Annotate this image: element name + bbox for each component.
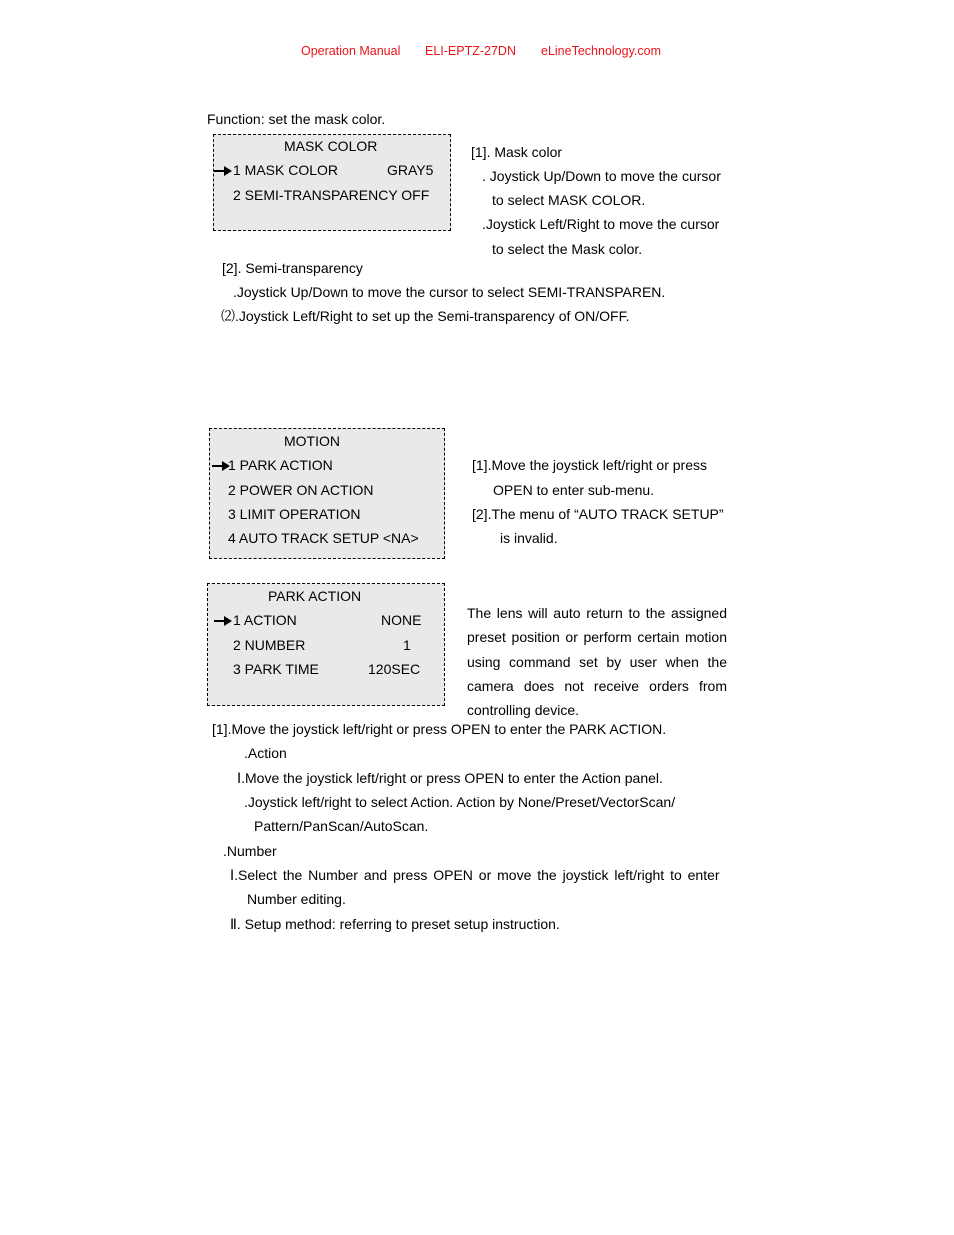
menu-item-number: 2 NUMBER	[233, 637, 306, 653]
park-desc-1: The lens will auto return to the assigned	[467, 605, 727, 621]
menu-item-limit-operation: 3 LIMIT OPERATION	[228, 506, 361, 522]
park-desc-2: preset position or perform certain motion	[467, 629, 727, 645]
park-step-3: Ⅰ.Move the joystick left/right or press OPEN to enter the Action panel.	[237, 770, 663, 786]
mask-note-1: [1]. Mask color	[471, 144, 563, 160]
header-model: ELI-EPTZ-27DN	[425, 44, 516, 58]
menu-item-action: 1 ACTION	[233, 612, 297, 628]
header-manual: Operation Manual	[301, 44, 401, 58]
menu-title: PARK ACTION	[268, 588, 362, 604]
park-step-5: Pattern/PanScan/AutoScan.	[254, 818, 429, 834]
semi-note-1: .Joystick Up/Down to move the cursor to select SEMI-TRANSPAREN.	[233, 284, 666, 300]
park-desc-5: controlling device.	[467, 702, 580, 718]
park-desc-4: camera does not receive orders from	[467, 678, 727, 694]
semi-note-2: ⑵.Joystick Left/Right to set up the Semi-transparency of ON/OFF.	[221, 308, 630, 324]
mask-note-3: to select MASK COLOR.	[492, 192, 646, 208]
park-step-7: Ⅰ.Select the Number and press OPEN or move the joystick left/right to enter	[230, 867, 720, 883]
mask-note-4: .Joystick Left/Right to move the cursor	[482, 216, 720, 232]
menu-item-number-value: 1	[403, 637, 411, 653]
menu-title: MASK COLOR	[284, 138, 378, 154]
park-step-4: .Joystick left/right to select Action. Action by None/Preset/VectorScan/	[244, 794, 676, 810]
menu-item-mask-color: 1 MASK COLOR	[233, 162, 339, 178]
park-desc-3: using command set by user when the	[467, 654, 727, 670]
park-step-9: Ⅱ. Setup method: referring to preset setup instruction.	[230, 916, 560, 932]
mask-color-menu	[213, 134, 451, 231]
motion-note-4: is invalid.	[500, 530, 558, 546]
park-step-1: [1].Move the joystick left/right or press OPEN to enter the PARK ACTION.	[212, 721, 667, 737]
semi-heading: [2]. Semi-transparency	[222, 260, 363, 276]
menu-item-semi-transparency: 2 SEMI-TRANSPARENCY OFF	[233, 187, 430, 203]
mask-note-2: . Joystick Up/Down to move the cursor	[482, 168, 721, 184]
menu-item-mask-color-value: GRAY5	[387, 162, 434, 178]
park-step-6: .Number	[223, 843, 277, 859]
motion-menu	[209, 428, 445, 559]
cursor-arrow-icon	[214, 165, 232, 177]
mask-note-5: to select the Mask color.	[492, 241, 643, 257]
menu-item-park-action: 1 PARK ACTION	[228, 457, 333, 473]
menu-item-action-value: NONE	[381, 612, 422, 628]
menu-item-park-time: 3 PARK TIME	[233, 661, 319, 677]
menu-item-auto-track: 4 AUTO TRACK SETUP <NA>	[228, 530, 419, 546]
motion-note-1: [1].Move the joystick left/right or press	[472, 457, 707, 473]
menu-item-park-time-value: 120SEC	[368, 661, 421, 677]
menu-title: MOTION	[284, 433, 340, 449]
function-text: Function: set the mask color.	[207, 111, 386, 127]
menu-item-power-on-action: 2 POWER ON ACTION	[228, 482, 374, 498]
header-site: eLineTechnology.com	[541, 44, 661, 58]
cursor-arrow-icon	[214, 615, 232, 627]
park-step-2: .Action	[244, 745, 287, 761]
motion-note-3: [2].The menu of “AUTO TRACK SETUP”	[472, 506, 724, 522]
motion-note-2: OPEN to enter sub-menu.	[493, 482, 655, 498]
park-step-8: Number editing.	[247, 891, 346, 907]
park-action-menu	[207, 583, 445, 706]
